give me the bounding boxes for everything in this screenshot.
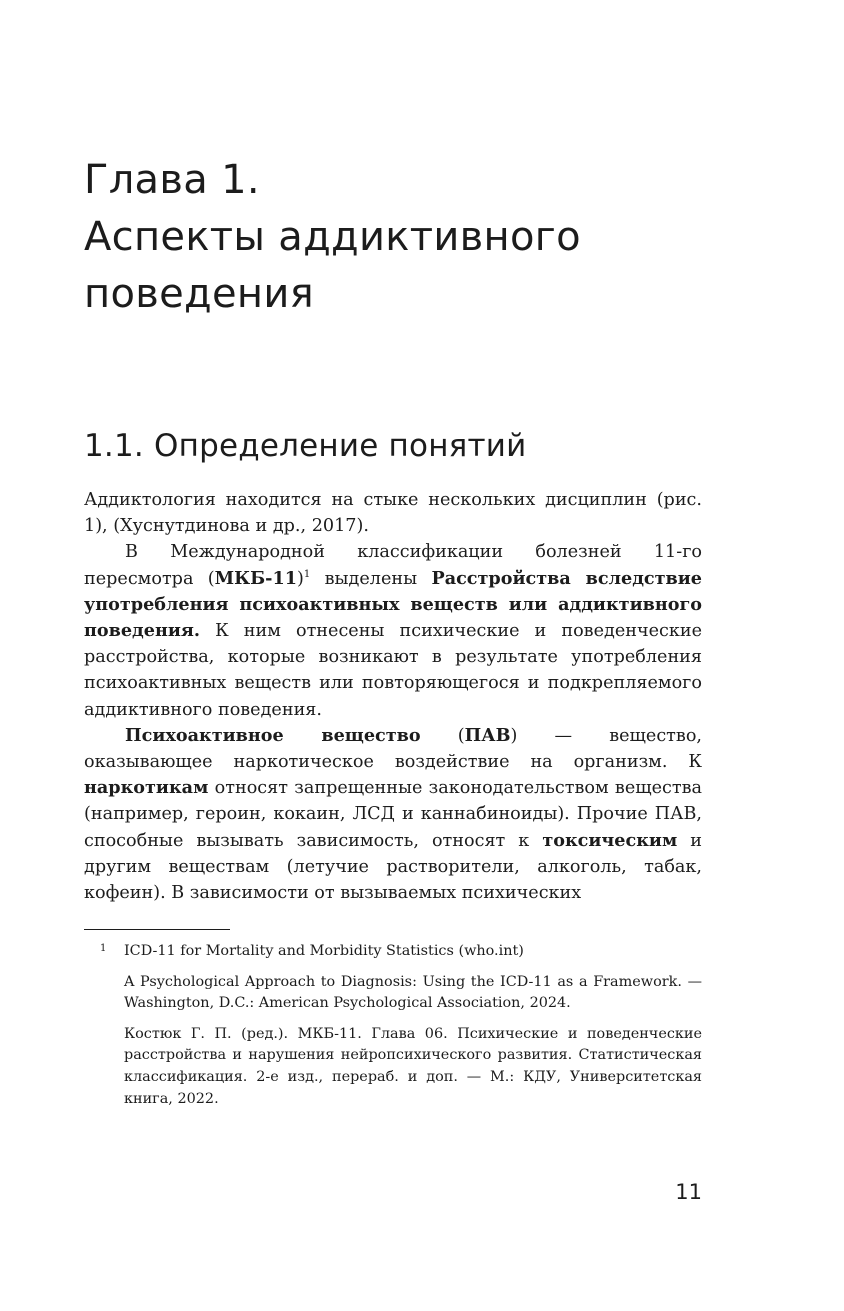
paragraph xyxy=(84,539,702,722)
paragraph-text: ) — вещество, оказывающее наркотическое воздействие на организм. К xyxy=(84,725,702,773)
footnotes xyxy=(84,941,702,1119)
term-toxic: токсическим xyxy=(542,829,678,851)
term-pav: ПАВ xyxy=(464,724,511,746)
footnote-item xyxy=(84,941,702,963)
paragraph-text: В Международной классификации болезней 11-го пересмотра ( xyxy=(84,542,702,589)
paragraph xyxy=(84,723,702,906)
term-disorders: Расстройства вследствие употребления психоактивных веществ или аддиктивного поведения. xyxy=(84,567,703,642)
paragraph-text: ( xyxy=(420,725,465,746)
footnote-divider xyxy=(84,929,230,930)
term-psychoactive-substance: Психоактивное вещество xyxy=(125,724,421,746)
chapter-title-line: Аспекты аддиктивного xyxy=(84,214,581,260)
paragraph-text: и другим веществам (летучие растворители, алкоголь, табак, кофеин). В зависимости от вызываемых психических xyxy=(84,830,702,904)
footnote-item xyxy=(84,972,702,1015)
footnote-text: A Psychological Approach to Diagnosis: Using the ICD-11 as a Framework. — Washington, D.C.: American Psychological Association, 2024. xyxy=(124,973,702,1012)
section-title: 1.1. Определение понятий xyxy=(84,428,527,464)
footnote-text: ICD-11 for Mortality and Morbidity Statistics (who.int) xyxy=(124,943,524,959)
footnote-text: Костюк Г. П. (ред.). МКБ-11. Глава 06. Психические и поведенческие расстройства и нарушения нейропсихического развития. Статистическая классификация. 2-е изд., перераб. и доп. — М.: КДУ, Университетская книга, 2022. xyxy=(124,1025,702,1107)
term-narcotics: наркотикам xyxy=(84,777,209,799)
footnote-item xyxy=(84,1024,702,1110)
page-number: 11 xyxy=(675,1180,702,1204)
term-mkb: МКБ-11 xyxy=(214,567,297,589)
chapter-title-line: поведения xyxy=(84,271,314,317)
chapter-title xyxy=(84,152,724,323)
paragraph-text: выделены xyxy=(310,568,432,589)
footnote-reference[interactable]: 1 xyxy=(303,568,311,580)
footnote-marker: 1 xyxy=(100,943,107,954)
paragraph-text: относят запрещенные законодательством вещества (например, героин, кокаин, ЛСД и каннабиноиды). Прочие ПАВ, способные вызывать зависимость, относят к xyxy=(84,778,702,851)
paragraph-text: К ним отнесены психические и поведенческие расстройства, которые возникают в результате употребления психоактивных веществ или повторяющегося и подкрепляемого аддиктивного поведения. xyxy=(84,621,702,720)
paragraph-text: ) xyxy=(296,568,304,589)
paragraph xyxy=(84,487,702,539)
paragraph-text: Аддиктология находится на стыке нескольких дисциплин (рис. 1), (Хуснутдинова и др., 2017). xyxy=(84,490,702,537)
body-text xyxy=(84,487,702,906)
chapter-number: Глава 1. xyxy=(84,157,260,203)
